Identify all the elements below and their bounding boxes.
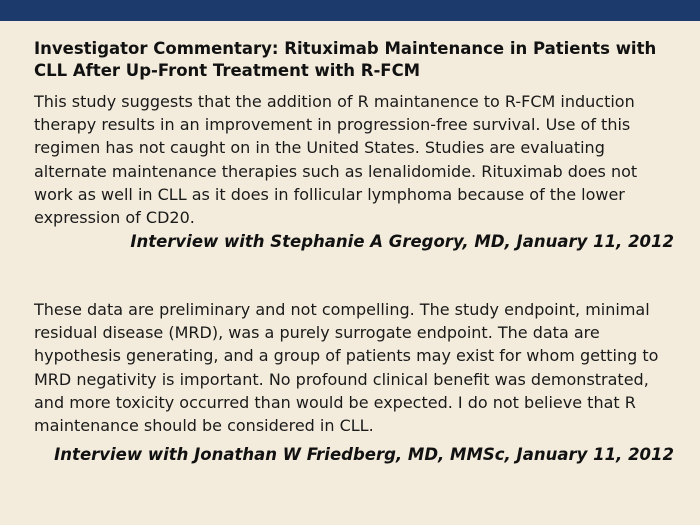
commentary-two-section	[34, 298, 674, 466]
attribution-gregory: Interview with Stephanie A Gregory, MD, January 11, 2012	[130, 232, 674, 252]
commentary-one-section	[34, 38, 674, 253]
slide-title: Investigator Commentary: Rituximab Maintenance in Patients with CLL After Up-Front Treatment with R-FCM	[34, 39, 657, 80]
commentary-text-gregory: This study suggests that the addition of R maintanence to R-FCM induction therapy results in an improvement in progression-free survival. Use of this regimen has not caught on in the United States. Studies are evaluating alternate maintenance therapies such as lenalidomide. Rituximab does not work as well in CLL as it does in follicular lymphoma because of the lower expression of CD20.	[34, 92, 638, 228]
top-banner	[0, 0, 700, 21]
attribution-friedberg: Interview with Jonathan W Friedberg, MD, MMSc, January 11, 2012	[54, 445, 674, 465]
commentary-text-friedberg: These data are preliminary and not compelling. The study endpoint, minimal residual disease (MRD), was a purely surrogate endpoint. The data are hypothesis generating, and a group of patients may exist for whom getting to MRD negativity is important. No profound clinical benefit was demonstrated, and more toxicity occurred than would be expected. I do not believe that R maintenance should be considered in CLL.	[34, 300, 659, 436]
